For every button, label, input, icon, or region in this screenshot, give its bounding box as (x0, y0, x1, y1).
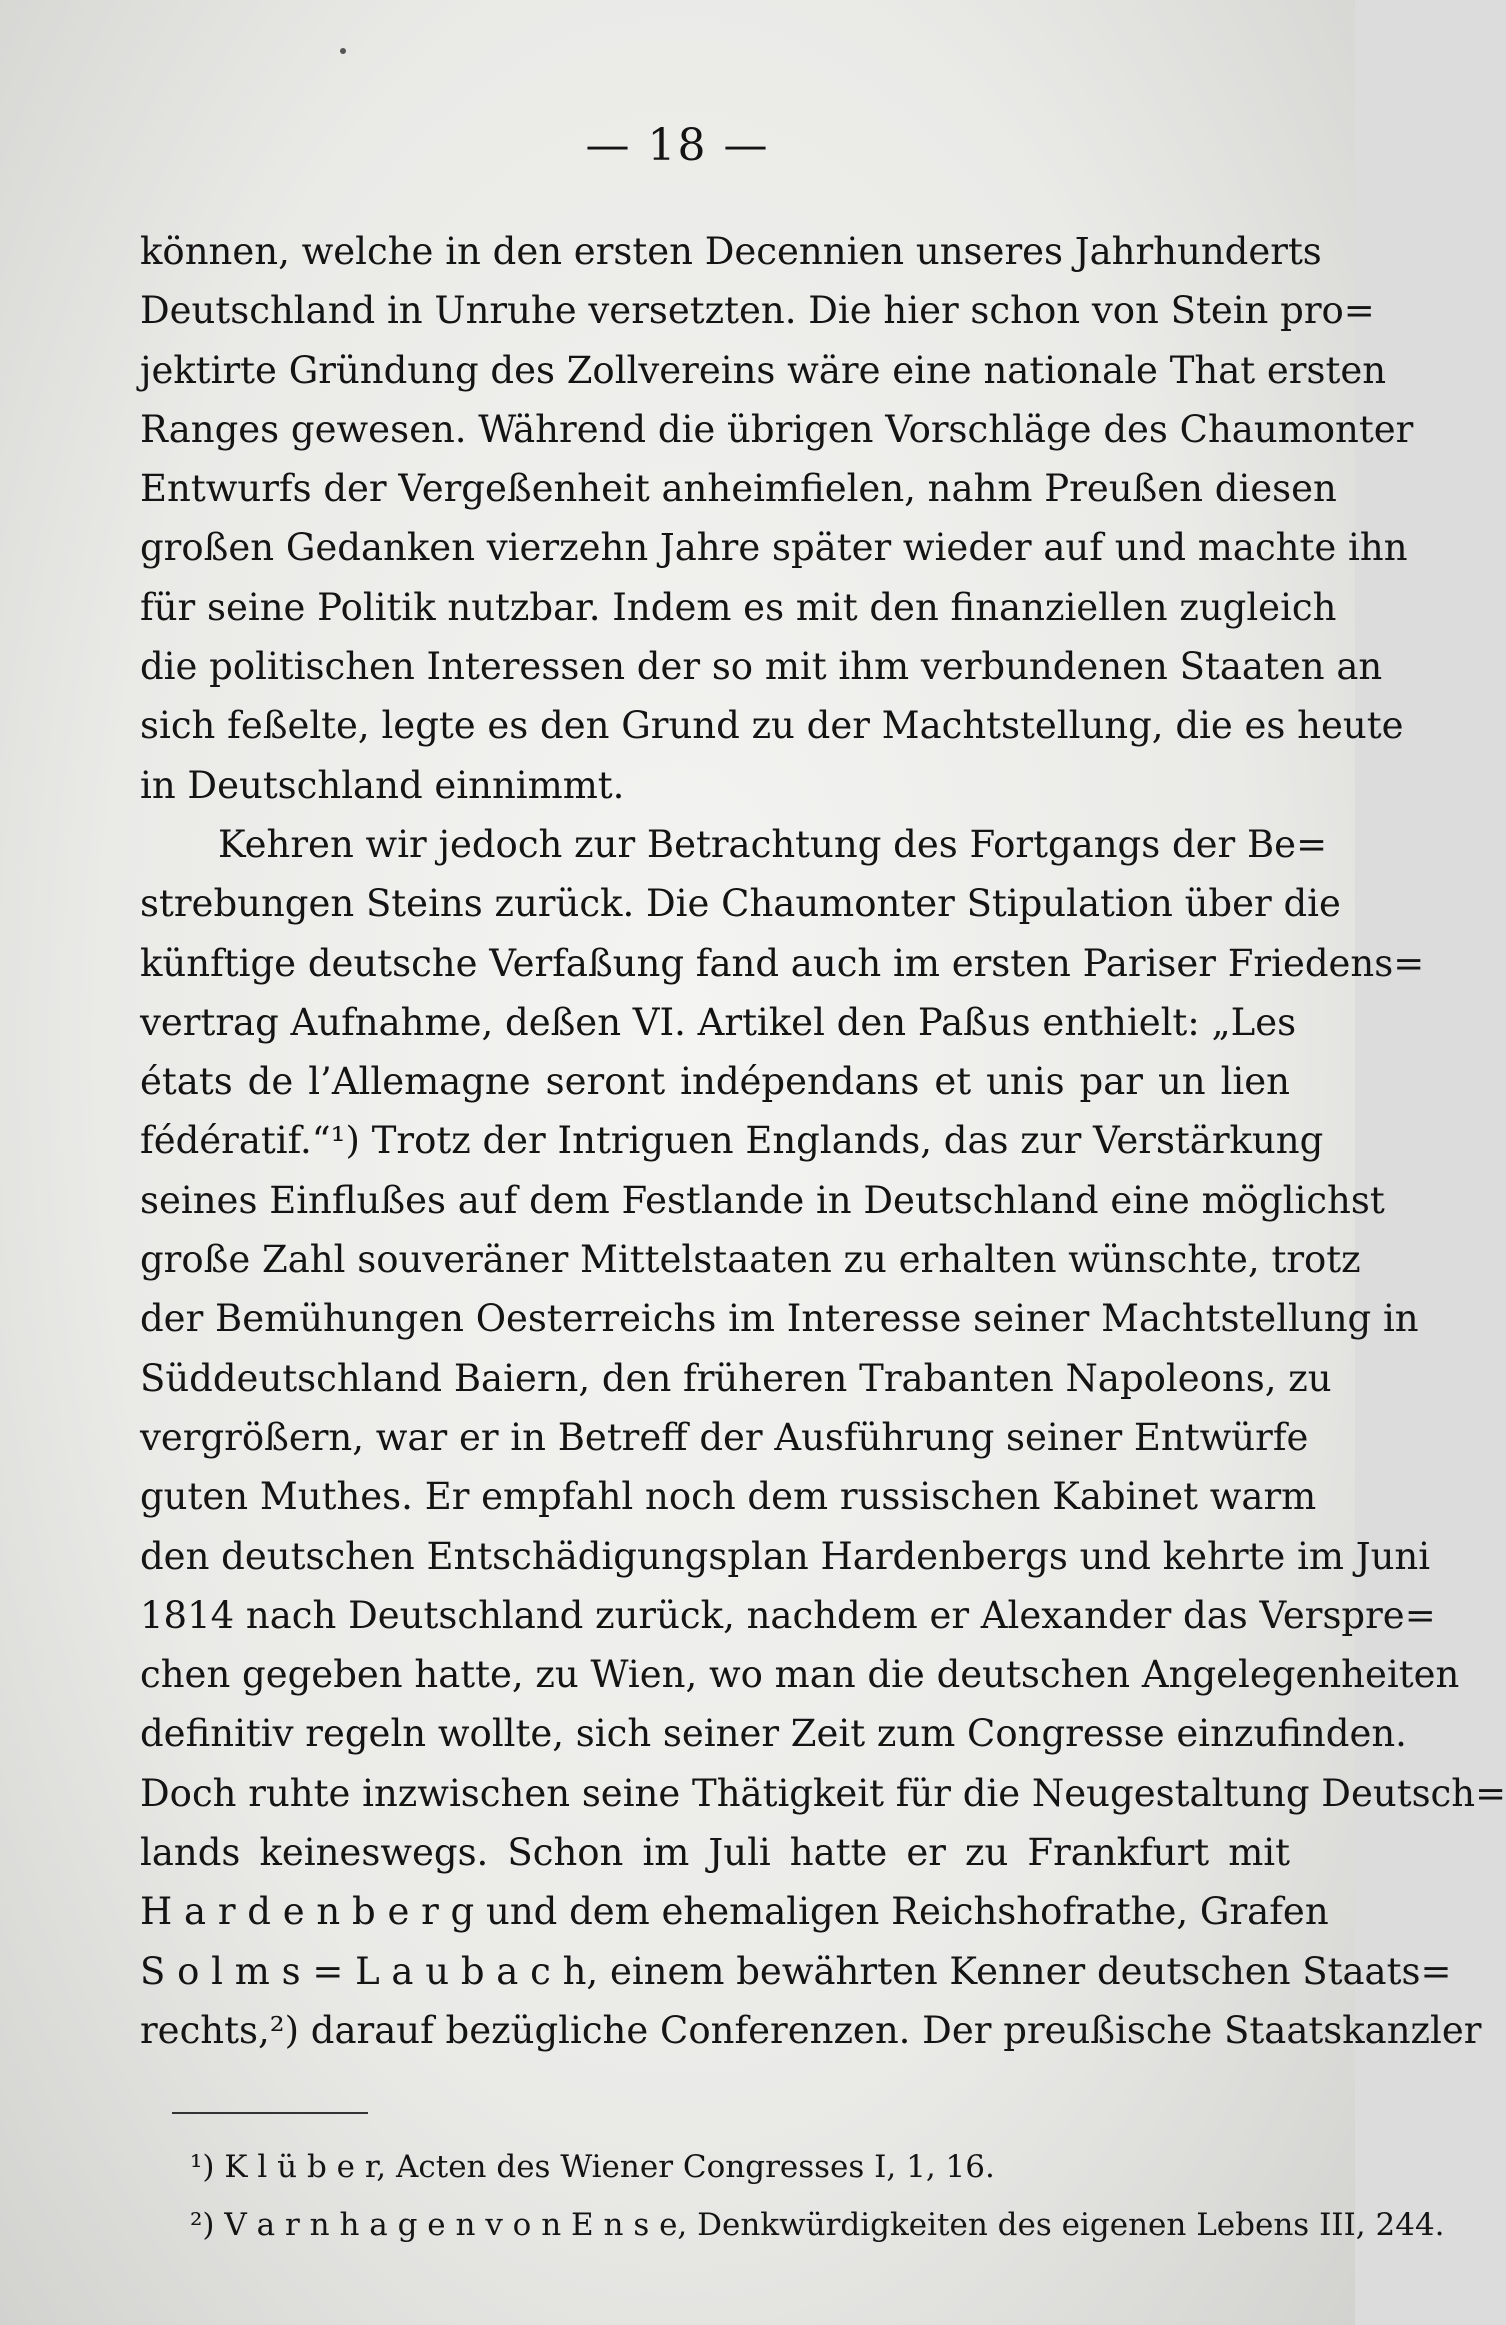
text-line: vertrag Aufnahme, deßen VI. Artikel den Paßus enthielt: „Les (140, 1000, 1297, 1044)
ink-speck (340, 48, 346, 54)
page-number: — 18 — (585, 120, 770, 171)
text-line: 1814 nach Deutschland zurück, nachdem er Alexander das Verspre= (140, 1593, 1436, 1637)
text-line: große Zahl souveräner Mittelstaaten zu erhalten wünschte, trotz (140, 1238, 1361, 1282)
text-line: können, welche in den ersten Decennien unseres Jahrhunderts (140, 230, 1322, 273)
text-line: S o l m s = L a u b a c h, einem bewährten Kenner deutschen Staats= (140, 1949, 1452, 1993)
footnote-divider (172, 2112, 368, 2114)
text-line: Deutschland in Unruhe versetzten. Die hier schon von Stein pro= (140, 289, 1375, 333)
text-line: die politischen Interessen der so mit ihm verbundenen Staaten an (140, 645, 1383, 689)
text-line: Süddeutschland Baiern, den früheren Trabanten Napoleons, zu (140, 1356, 1332, 1400)
text-line: lands keineswegs. Schon im Juli hatte er zu Frankfurt mit (140, 1831, 1290, 1875)
text-line: Ranges gewesen. Während die übrigen Vorschläge des Chaumonter (140, 407, 1414, 451)
text-line: Kehren wir jedoch zur Betrachtung des Fortgangs der Be= (218, 822, 1328, 866)
text-line: großen Gedanken vierzehn Jahre später wieder auf und machte ihn (140, 526, 1408, 570)
text-line: guten Muthes. Er empfahl noch dem russischen Kabinet warm (140, 1475, 1317, 1519)
text-line: strebungen Steins zurück. Die Chaumonter Stipulation über die (140, 882, 1341, 926)
text-line: fédératif.“¹) Trotz der Intriguen Englands, das zur Verstärkung (140, 1119, 1324, 1163)
text-line: den deutschen Entschädigungsplan Hardenbergs und kehrte im Juni (140, 1534, 1431, 1578)
footnote-2: ²) V a r n h a g e n v o n E n s e, Denkwürdigkeiten des eigenen Lebens III, 244. (190, 2207, 1445, 2243)
footnotes (190, 2138, 1445, 2254)
body-text (140, 222, 1506, 2060)
text-line: definitiv regeln wollte, sich seiner Zeit zum Congresse einzufinden. (140, 1712, 1407, 1756)
text-line: H a r d e n b e r g und dem ehemaligen Reichshofrathe, Grafen (140, 1890, 1329, 1934)
footnote-1: ¹) K l ü b e r, Acten des Wiener Congresses I, 1, 16. (190, 2149, 995, 2185)
text-line: seines Einflußes auf dem Festlande in Deutschland eine möglichst (140, 1178, 1385, 1222)
text-line: états de l’Allemagne seront indépendans et unis par un lien (140, 1060, 1290, 1104)
text-line: Doch ruhte inzwischen seine Thätigkeit für die Neugestaltung Deutsch= (140, 1771, 1506, 1815)
text-line: chen gegeben hatte, zu Wien, wo man die deutschen Angelegenheiten (140, 1653, 1460, 1697)
text-line: künftige deutsche Verfaßung fand auch im ersten Pariser Friedens= (140, 941, 1425, 985)
text-line: für seine Politik nutzbar. Indem es mit den finanziellen zugleich (140, 585, 1337, 629)
text-line: Entwurfs der Vergeßenheit anheimfielen, nahm Preußen diesen (140, 467, 1337, 511)
text-line: rechts,²) darauf bezügliche Conferenzen. Der preußische Staatskanzler (140, 2008, 1482, 2052)
text-line: in Deutschland einnimmt. (140, 763, 625, 807)
text-line: der Bemühungen Oesterreichs im Interesse seiner Machtstellung in (140, 1297, 1419, 1341)
text-line: sich feßelte, legte es den Grund zu der Machtstellung, die es heute (140, 704, 1404, 748)
text-line: jektirte Gründung des Zollvereins wäre eine nationale That ersten (140, 348, 1387, 392)
text-line: vergrößern, war er in Betreff der Ausführung seiner Entwürfe (140, 1415, 1309, 1459)
